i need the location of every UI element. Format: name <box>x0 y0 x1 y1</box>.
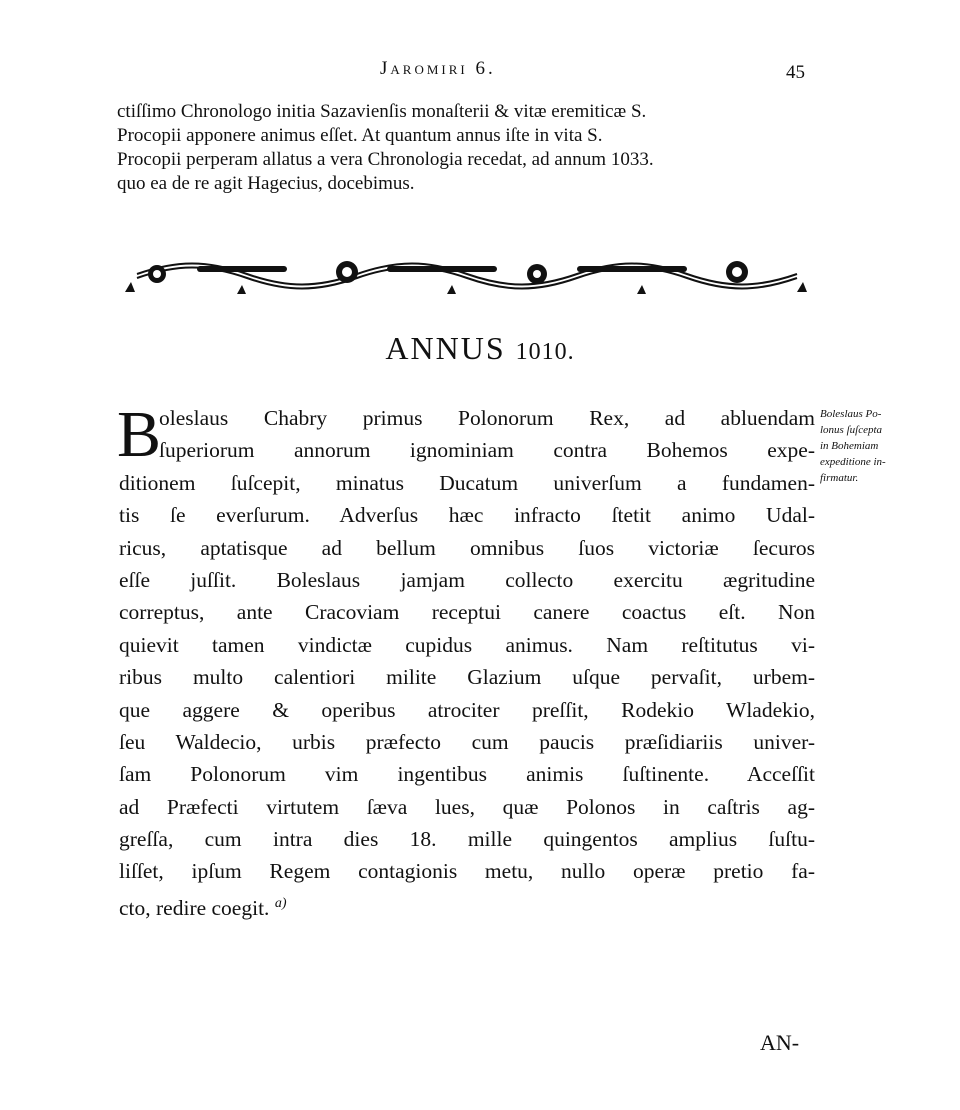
marginal-note <box>820 406 930 486</box>
text-line: eſſe juſſit. Boleslaus jamjam collecto exercitu ægritudine <box>119 567 815 592</box>
heading-label: ANNUS <box>385 330 506 366</box>
section-heading <box>0 330 960 367</box>
text-line: oleslaus Chabry primus Polonorum Rex, ad abluendam <box>159 406 815 430</box>
marginal-note-line: firmatur. <box>820 472 859 484</box>
text-line: liſſet, ipſum Regem contagionis metu, nullo operæ pretio fa- <box>119 859 815 884</box>
text-line: que aggere & operibus atrociter preſſit, Rodekio Wladekio, <box>119 697 815 722</box>
text-line-content: cto, redire coegit. <box>119 896 270 921</box>
running-head: Jaromiri 6. <box>380 58 496 79</box>
footnote-mark: a) <box>274 895 287 911</box>
text-line: correptus, ante Cracoviam receptui canere coactus eſt. Non <box>119 600 815 625</box>
marginal-note-line: lonus ſuſcepta <box>820 424 883 436</box>
floral-garland-ornament-icon <box>117 252 817 298</box>
main-paragraph <box>117 398 815 921</box>
marginal-note-line: expeditione in- <box>820 456 886 468</box>
text-line: ſam Polonorum vim ingentibus animis ſuſtinente. Acceſſit <box>119 762 815 787</box>
text-line: quievit tamen vindictæ cupidus animus. Nam reſtitutus vi- <box>119 632 815 657</box>
text-line: ſeu Waldecio, urbis præfecto cum paucis præſidiariis univer- <box>119 729 815 754</box>
text-line: Procopii apponere animus eſſet. At quantum annus iſte in vita S. <box>117 125 603 146</box>
text-line: ſuperiorum annorum ignominiam contra Bohemos expe- <box>159 438 815 463</box>
text-line: ditionem ſuſcepit, minatus Ducatum univerſum a fundamen- <box>119 470 815 495</box>
drop-cap: B <box>117 398 162 471</box>
text-line: ricus, aptatisque ad bellum omnibus ſuos victoriæ ſecuros <box>119 535 815 560</box>
text-line: greſſa, cum intra dies 18. mille quingentos amplius ſuſtu- <box>119 827 815 852</box>
text-line: ctiſſimo Chronologo initia Sazavienſis monaſterii & vitæ eremiticæ S. <box>117 101 647 122</box>
text-line: tis ſe everſurum. Adverſus hæc infracto ſtetit animo Udal- <box>119 503 815 528</box>
heading-year: 1010. <box>515 339 575 365</box>
marginal-note-line: Boleslaus Po- <box>820 408 882 420</box>
continued-paragraph <box>117 100 817 196</box>
text-line: quo ea de re agit Hagecius, docebimus. <box>117 173 415 194</box>
catchword: AN- <box>760 1030 800 1055</box>
text-line: ad Præfecti virtutem ſæva lues, quæ Polonos in caſtris ag- <box>119 794 815 819</box>
text-line: ribus multo calentiori milite Glazium uſque pervaſit, urbem- <box>119 665 815 690</box>
text-line: Procopii perperam allatus a vera Chronologia recedat, ad annum 1033. <box>117 149 654 170</box>
marginal-note-line: in Bohemiam <box>820 440 879 452</box>
text-line <box>119 888 815 920</box>
page-number: 45 <box>786 62 805 83</box>
